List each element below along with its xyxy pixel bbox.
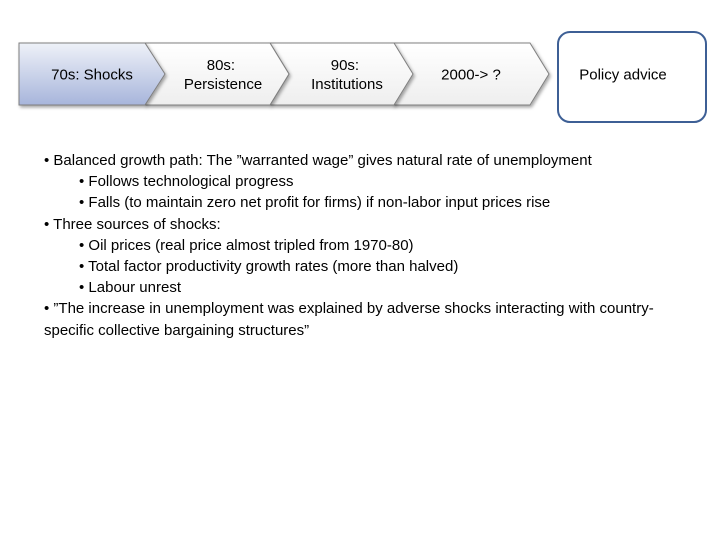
bullet-text: Oil prices (real price almost tripled from 1970-80) <box>88 236 414 254</box>
bullet-item: • Follows technological progress <box>79 173 294 191</box>
bullet-item: • ”The increase in unemployment was explained by adverse shocks interacting with country-specific collective bargaining structures” <box>44 300 654 339</box>
policy-advice-label: Policy advice <box>579 66 667 84</box>
process-step-90s <box>270 43 413 105</box>
policy-advice-box <box>558 32 706 122</box>
bullet-text: Total factor productivity growth rates (more than halved) <box>88 258 459 276</box>
process-step-70s <box>19 43 165 105</box>
bullet-text: Balanced growth path: The ”warranted wage” gives natural rate of unemployment <box>53 152 592 169</box>
bullet-text: Labour unrest <box>88 279 181 297</box>
bullet-text: Follows technological progress <box>88 173 294 191</box>
bullet-text: ”The increase in unemployment was explained by adverse shocks interacting with country-specific collective bargaining structures” <box>44 300 654 339</box>
bullet-list <box>44 150 674 341</box>
bullet-text: Falls (to maintain zero net profit for firms) if non-labor input prices rise <box>88 194 551 212</box>
process-step-2000-label: 2000-> ? <box>441 66 501 84</box>
bullet-item: • Falls (to maintain zero net profit for firms) if non-labor input prices rise <box>79 194 551 212</box>
bullet-item: • Three sources of shocks: <box>44 215 221 233</box>
bullet-item: • Oil prices (real price almost tripled from 1970-80) <box>79 236 414 254</box>
bullet-item: • Labour unrest <box>79 279 181 297</box>
bullet-item: • Balanced growth path: The ”warranted wage” gives natural rate of unemployment <box>44 152 592 169</box>
process-step-2000 <box>393 43 549 105</box>
process-step-80s-label: 80s: Persistence <box>183 57 263 93</box>
process-step-90s-label: 90s: Institutions <box>311 57 383 93</box>
process-step-70s-label: 70s: Shocks <box>51 66 133 84</box>
bullet-item: • Total factor productivity growth rates (more than halved) <box>79 258 459 276</box>
process-step-80s <box>145 43 289 105</box>
bullet-text: Three sources of shocks: <box>53 215 221 233</box>
